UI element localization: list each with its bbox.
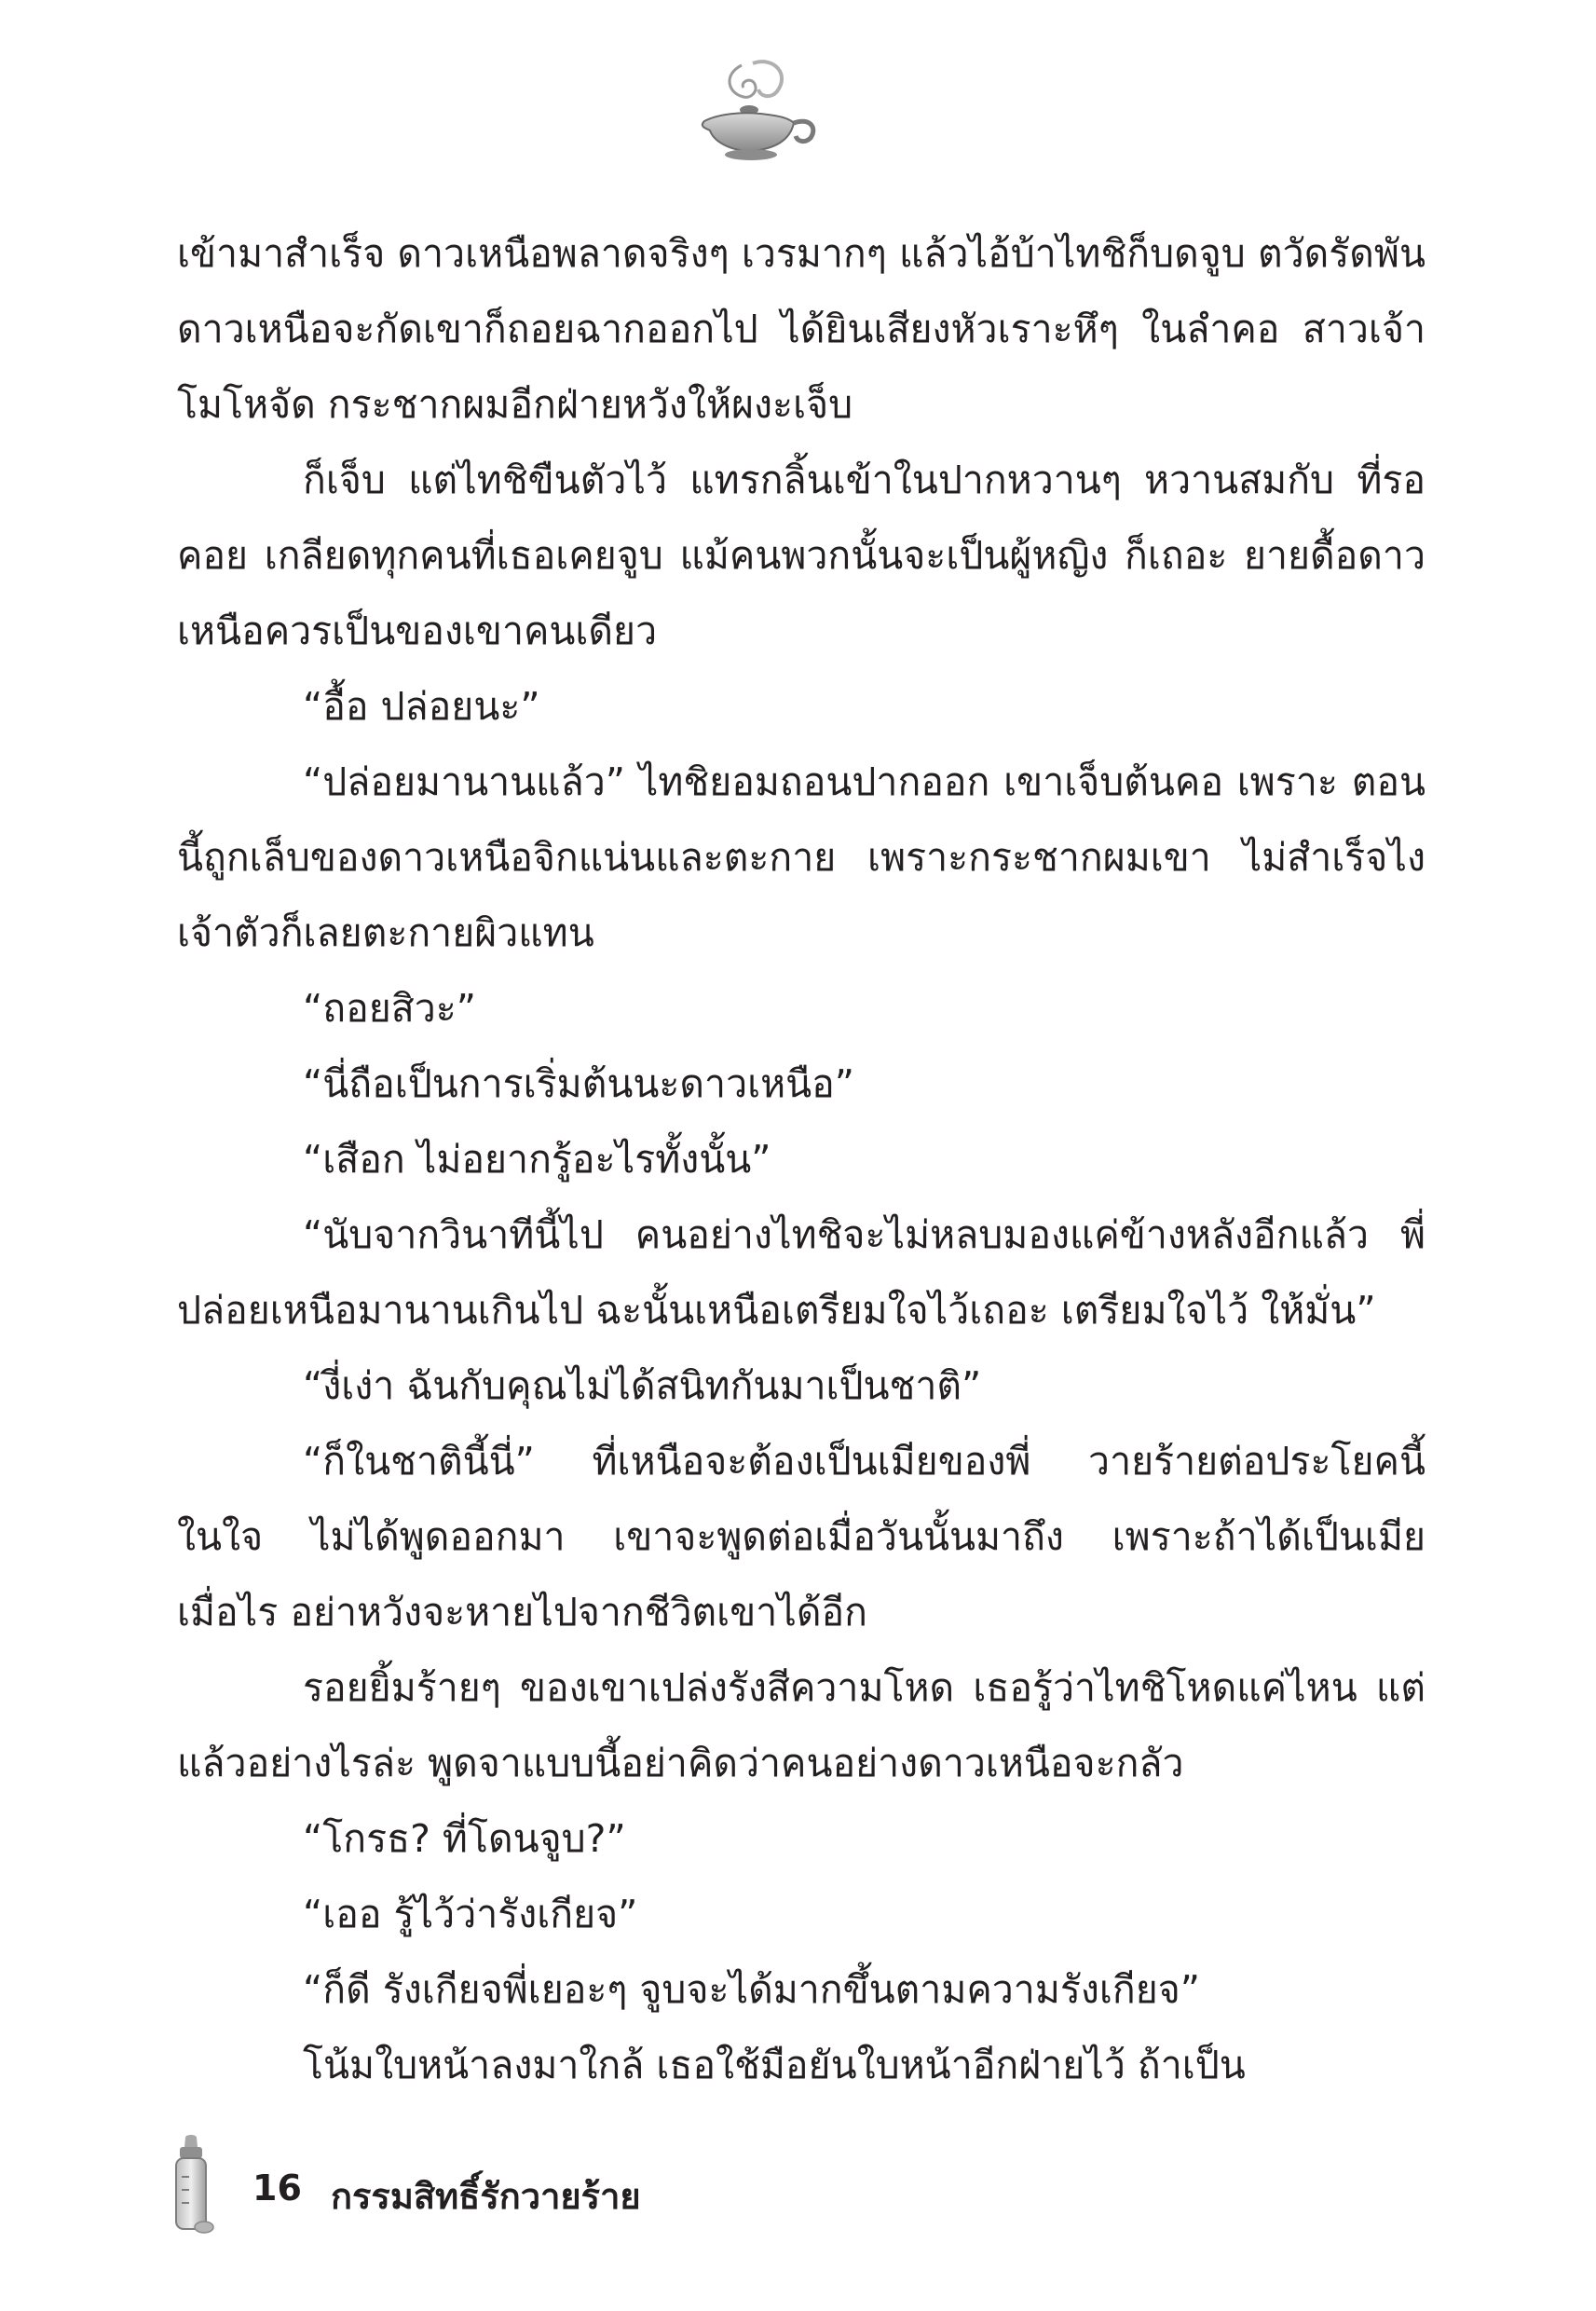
text-line: ไม่สำเร็จไง เจ้าตัวก็เลยตะกายผิวแทน bbox=[177, 835, 1425, 955]
paragraph bbox=[177, 443, 1425, 669]
text-line: ในลำคอ สาวเจ้าโมโหจัด กระชากผมอีกฝ่ายหวังให้ผงะเจ็บ bbox=[177, 307, 1425, 427]
text-line: โน้มใบหน้าลงมาใกล้ เธอใช้มือยันใบหน้าอีกฝ่ายไว้ ถ้าเป็น bbox=[303, 2043, 1246, 2087]
paragraph bbox=[177, 1122, 1425, 1197]
paragraph bbox=[177, 1801, 1425, 1877]
text-line: เข้ามาสำเร็จ ดาวเหนือพลาดจริงๆ เวรมากๆ แล้วไอ้บ้าไทชิก็บดจูบ bbox=[177, 231, 1246, 276]
text-line: เมื่อไร อย่าหวังจะหายไปจากชีวิตเขาได้อีก bbox=[177, 1590, 867, 1634]
body-text bbox=[177, 216, 1425, 2103]
paragraph bbox=[177, 1877, 1425, 1952]
magic-lamp-icon bbox=[686, 56, 825, 168]
text-line: ตวัดรัดพัน ดาวเหนือจะกัดเขาก็ถอยฉากออกไป ได้ยินเสียงหัวเราะหึๆ bbox=[177, 231, 1425, 351]
paragraph bbox=[177, 1952, 1425, 2028]
paragraph bbox=[177, 1046, 1425, 1122]
page-number: 16 bbox=[252, 2167, 302, 2208]
text-line: “เสือก ไม่อยากรู้อะไรทั้งนั้น” bbox=[303, 1137, 771, 1182]
book-title: กรรมสิทธิ์รักวายร้าย bbox=[331, 2176, 641, 2217]
text-line: ให้มั่น” bbox=[1261, 1288, 1376, 1333]
text-line: “งี่เง่า ฉันกับคุณไม่ได้สนิทกันมาเป็นชาติ” bbox=[303, 1363, 982, 1408]
paragraph bbox=[177, 216, 1425, 443]
paragraph bbox=[177, 669, 1425, 745]
text-line: ในใจ ไม่ได้พูดออกมา เขาจะพูดต่อเมื่อวันนั้นมาถึง เพราะถ้าได้เป็นเมีย bbox=[177, 1514, 1425, 1559]
paragraph bbox=[177, 745, 1425, 971]
paragraph bbox=[177, 1197, 1425, 1348]
paragraph bbox=[177, 2028, 1425, 2103]
text-line: ตอนนี้ถูกเล็บของดาวเหนือจิกแน่นและตะกาย เพราะกระชากผมเขา bbox=[177, 759, 1425, 880]
paragraph bbox=[177, 1650, 1425, 1801]
text-line: “ถอยสิวะ” bbox=[303, 986, 477, 1031]
text-line: “ก็ดี รังเกียจพี่เยอะๆ จูบจะได้มากขึ้นตามความรังเกียจ” bbox=[303, 1967, 1201, 2012]
paragraph bbox=[177, 1424, 1425, 1650]
paragraph bbox=[177, 1348, 1425, 1424]
baby-bottle-icon bbox=[163, 2134, 219, 2236]
text-line: ที่รอคอย เกลียดทุกคนที่เธอเคยจูบ แม้คนพวกนั้นจะเป็นผู้หญิง bbox=[177, 458, 1425, 578]
text-line: “ก็ในชาตินี้นี่” ที่เหนือจะต้องเป็นเมียของพี่ วายร้ายต่อประโยคนี้ bbox=[303, 1439, 1425, 1484]
text-line: “นับจากวินาทีนี้ไป คนอย่างไทชิจะไม่หลบมองแค่ข้างหลังอีกแล้ว bbox=[303, 1212, 1370, 1257]
text-line: “โกรธ? ที่โดนจูบ?” bbox=[303, 1816, 626, 1861]
text-line: ก็เจ็บ แต่ไทชิขืนตัวไว้ แทรกลิ้นเข้าในปากหวานๆ หวานสมกับ bbox=[303, 458, 1335, 502]
text-line: “เออ รู้ไว้ว่ารังเกียจ” bbox=[303, 1892, 638, 1936]
text-line: รอยยิ้มร้ายๆ ของเขาเปล่งรังสีความโหด เธอรู้ว่าไทชิโหดแค่ไหน bbox=[303, 1665, 1357, 1710]
text-line: พี่ปล่อยเหนือมานานเกินไป ฉะนั้นเหนือเตรียมใจไว้เถอะ เตรียมใจไว้ bbox=[177, 1212, 1425, 1333]
page-footer bbox=[163, 2134, 815, 2236]
text-line: แต่แล้วอย่างไรล่ะ พูดจาแบบนี้อย่าคิดว่าคนอย่างดาวเหนือจะกลัว bbox=[177, 1665, 1425, 1785]
paragraph bbox=[177, 971, 1425, 1046]
text-line: ก็เถอะ ยายดื้อดาวเหนือควรเป็นของเขาคนเดียว bbox=[177, 533, 1425, 653]
text-line: “ปล่อยมานานแล้ว” ไทชิยอมถอนปากออก เขาเจ็บต้นคอ เพราะ bbox=[303, 759, 1338, 804]
text-line: “อื้อ ปล่อยนะ” bbox=[303, 684, 540, 729]
text-line: “นี่ถือเป็นการเริ่มต้นนะดาวเหนือ” bbox=[303, 1061, 855, 1106]
